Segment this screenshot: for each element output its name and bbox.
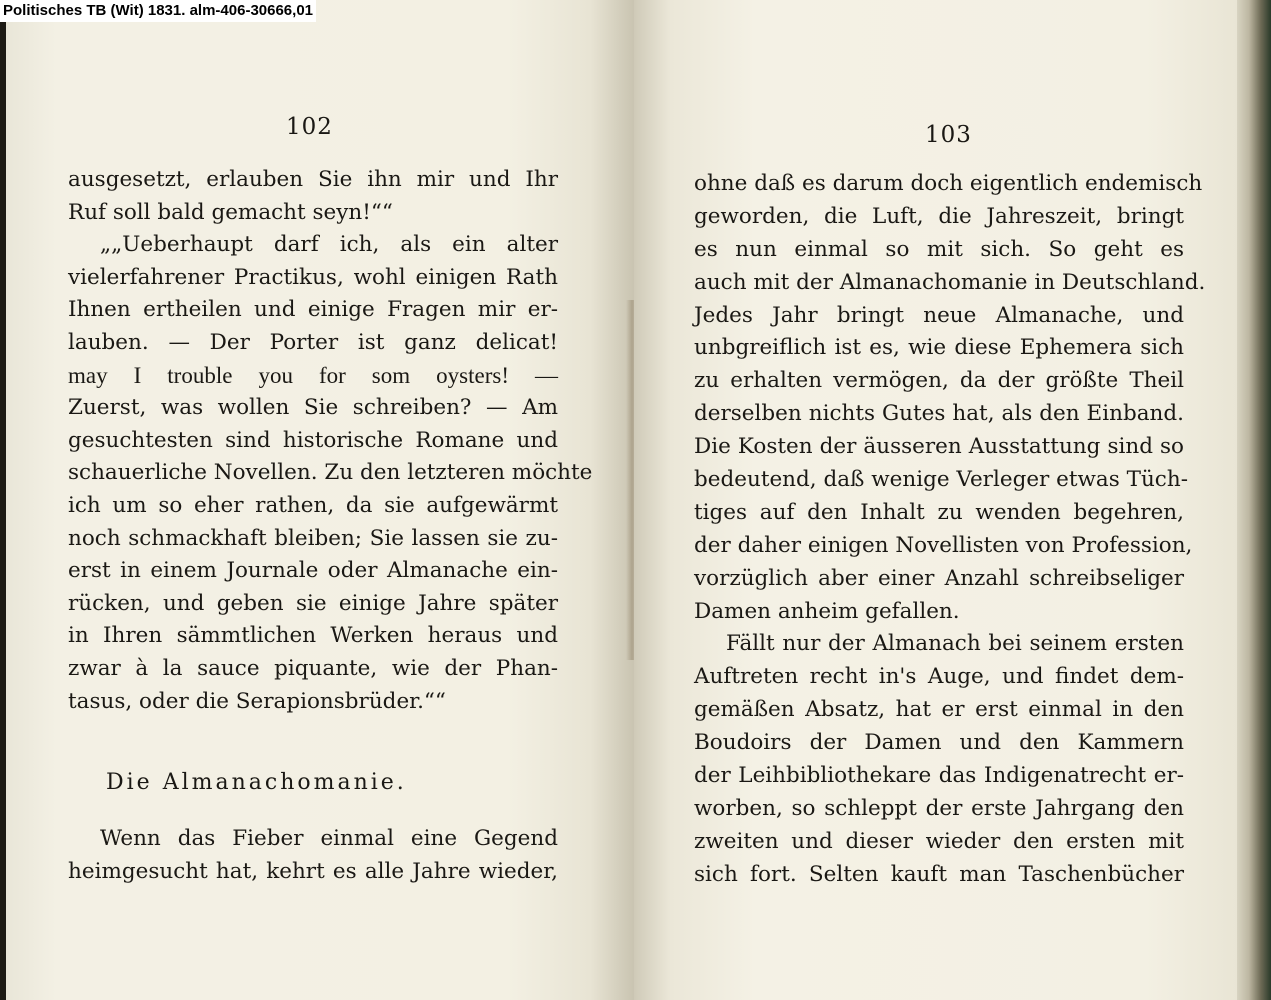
text-line: schauerliche Novellen. Zu den letzteren möchte (68, 460, 593, 486)
text-line: Die Kosten der äusseren Ausstattung sind so (694, 434, 1184, 460)
left-text-block-bottom (68, 823, 558, 888)
text-line: noch schmackhaft bleiben; Sie lassen sie zu- (68, 525, 558, 551)
text-line: es nun einmal so mit sich. So geht es (694, 236, 1184, 262)
text-line: zwar à la sauce piquante, wie der Phan- (68, 655, 558, 681)
text-line: tiges auf den Inhalt zu wenden begehren, (694, 499, 1184, 525)
text-line-antiqua: may I trouble you for som oysters! — (68, 362, 558, 388)
text-line: Zuerst, was wollen Sie schreiben? — Am (68, 395, 558, 421)
text-line: Fällt nur der Almanach bei seinem ersten (726, 631, 1184, 657)
text-line: erst in einem Journale oder Almanache ein- (68, 558, 558, 584)
text-line: auch mit der Almanachomanie in Deutschland. (694, 269, 1206, 295)
page-number-right: 103 (925, 122, 972, 148)
text-line: in Ihren sämmtlichen Werken heraus und (68, 623, 558, 649)
left-page (6, 0, 634, 1000)
text-line: ich um so eher rathen, da sie aufgewärmt (68, 492, 558, 518)
text-line: Damen anheim gefallen. (694, 598, 960, 624)
text-line: derselben nichts Gutes hat, als den Einband. (694, 401, 1184, 427)
text-line: vielerfahrener Practikus, wohl einigen Rath (68, 264, 558, 290)
right-text-block (694, 168, 1206, 892)
text-line: zweiten und dieser wieder den ersten mit (694, 828, 1184, 854)
section-heading: Die Almanachomanie. (106, 770, 407, 795)
text-line: sich fort. Selten kauft man Taschenbücher (694, 861, 1184, 887)
text-line: Auftreten recht in's Auge, und findet dem- (694, 664, 1184, 690)
text-line: Boudoirs der Damen und den Kammern (694, 730, 1184, 756)
text-line: zu erhalten vermögen, da der größte Theil (694, 368, 1184, 394)
text-line: gemäßen Absatz, hat er erst einmal in den (694, 697, 1184, 723)
text-line: Ihnen ertheilen und einige Fragen mir er- (68, 297, 558, 323)
text-line: unbgreiflich ist es, wie diese Ephemera sich (694, 335, 1184, 361)
text-line: „„Ueberhaupt darf ich, als ein alter (100, 232, 558, 258)
text-line: tasus, oder die Serapionsbrüder.““ (68, 688, 446, 714)
text-line: der daher einigen Novellisten von Profession, (694, 532, 1193, 558)
page-number-left: 102 (286, 114, 333, 140)
text-line: lauben. — Der Porter ist ganz delicat! (68, 329, 558, 355)
scan-label: Politisches TB (Wit) 1831. alm-406-30666,01 (0, 0, 316, 22)
left-text-block (68, 164, 593, 718)
text-line: bedeutend, daß wenige Verleger etwas Tüch- (694, 467, 1188, 493)
text-line: Wenn das Fieber einmal eine Gegend (100, 826, 558, 851)
text-line: vorzüglich aber einer Anzahl schreibseliger (694, 565, 1184, 591)
text-line: Jedes Jahr bringt neue Almanache, und (694, 302, 1184, 328)
text-line: geworden, die Luft, die Jahreszeit, bringt (694, 203, 1184, 229)
text-line: ausgesetzt, erlauben Sie ihn mir und Ihr (68, 167, 558, 192)
book-edge (1237, 0, 1271, 1000)
text-line: gesuchtesten sind historische Romane und (68, 427, 558, 453)
right-page (634, 0, 1237, 1000)
text-line: worben, so schleppt der erste Jahrgang den (694, 795, 1184, 821)
text-line: Ruf soll bald gemacht seyn!““ (68, 199, 393, 225)
text-line: ohne daß es darum doch eigentlich endemisch (694, 171, 1203, 196)
text-line: der Leihbibliothekare das Indigenatrecht er- (694, 763, 1184, 789)
text-line: rücken, und geben sie einige Jahre später (68, 590, 558, 616)
text-line: heimgesucht hat, kehrt es alle Jahre wieder, (68, 858, 558, 884)
